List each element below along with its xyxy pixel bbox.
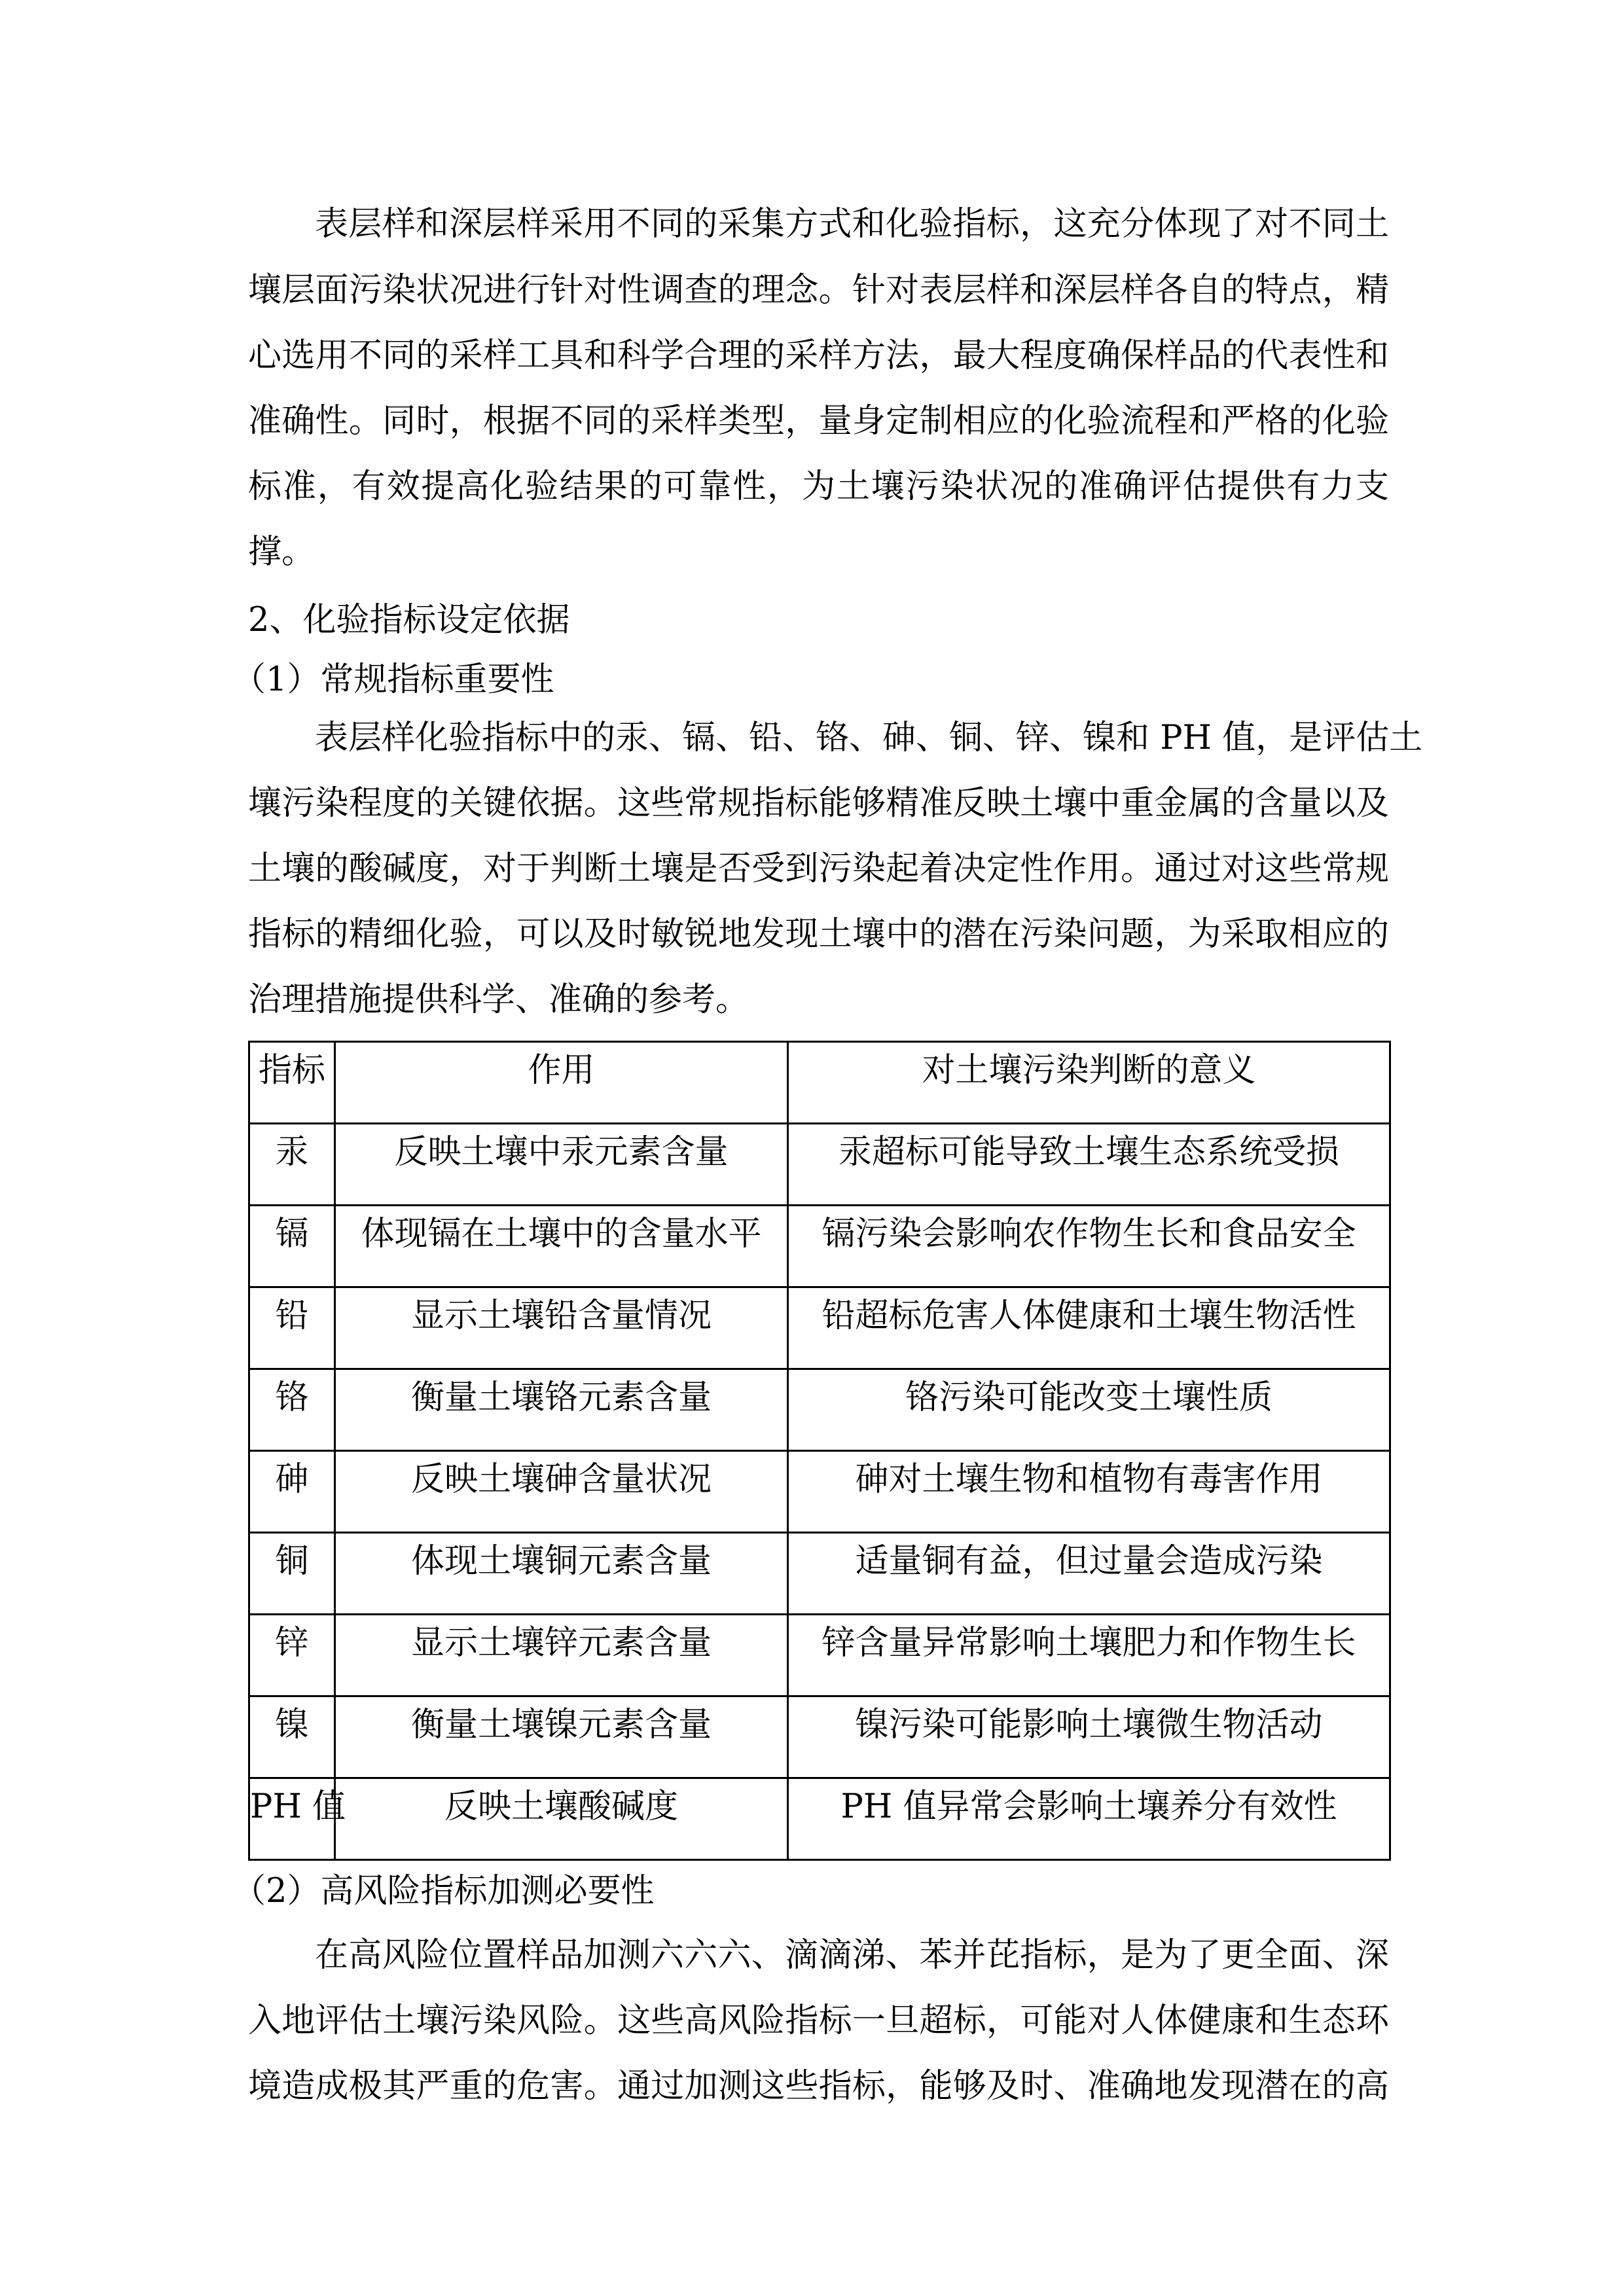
cell-significance: 铅超标危害人体健康和土壤生物活性 xyxy=(788,1287,1390,1369)
cell-function: 显示土壤锌元素含量 xyxy=(335,1615,788,1696)
cell-significance: 汞超标可能导致土壤生态系统受损 xyxy=(788,1124,1390,1206)
text-line: 标准，有效提高化验结果的可靠性，为土壤污染状况的准确评估提供有力支 xyxy=(248,467,1389,506)
text-line: 壤层面污染状况进行针对性调查的理念。针对表层样和深层样各自的特点，精 xyxy=(248,271,1389,310)
cell-function: 体现土壤铜元素含量 xyxy=(335,1533,788,1615)
paragraph-high-risk-indicators xyxy=(0,1935,1624,2107)
table-row xyxy=(249,1369,1390,1451)
cell-indicator: 镉 xyxy=(249,1206,335,1287)
table-row xyxy=(249,1206,1390,1287)
cell-indicator: 镍 xyxy=(249,1696,335,1778)
cell-indicator: 铜 xyxy=(249,1533,335,1615)
cell-function: 反映土壤砷含量状况 xyxy=(335,1451,788,1533)
cell-indicator: 砷 xyxy=(249,1451,335,1533)
table-row xyxy=(249,1696,1390,1778)
cell-function: 衡量土壤铬元素含量 xyxy=(335,1369,788,1451)
text-line: 入地评估土壤污染风险。这些高风险指标一旦超标，可能对人体健康和生态环 xyxy=(248,2001,1389,2040)
cell-function: 反映土壤中汞元素含量 xyxy=(335,1124,788,1206)
text-line: 壤污染程度的关键依据。这些常规指标能够精准反映土壤中重金属的含量以及 xyxy=(248,784,1389,823)
cell-significance: PH 值异常会影响土壤养分有效性 xyxy=(788,1778,1390,1860)
cell-function: 体现镉在土壤中的含量水平 xyxy=(335,1206,788,1287)
cell-significance: 镉污染会影响农作物生长和食品安全 xyxy=(788,1206,1390,1287)
header-significance: 对土壤污染判断的意义 xyxy=(788,1042,1390,1124)
cell-indicator: 汞 xyxy=(249,1124,335,1206)
cell-indicator: PH 值 xyxy=(249,1778,335,1860)
text-line: 土壤的酸碱度，对于判断土壤是否受到污染起着决定性作用。通过对这些常规 xyxy=(248,850,1389,888)
text-line: 准确性。同时，根据不同的采样类型，量身定制相应的化验流程和严格的化验 xyxy=(248,402,1389,440)
cell-significance: 锌含量异常影响土壤肥力和作物生长 xyxy=(788,1615,1390,1696)
table-row xyxy=(249,1451,1390,1533)
text-line: 指标的精细化验，可以及时敏锐地发现土壤中的潜在污染问题，为采取相应的 xyxy=(248,915,1389,954)
cell-function: 反映土壤酸碱度 xyxy=(335,1778,788,1860)
text-line: 表层样和深层样采用不同的采集方式和化验指标，这充分体现了对不同土 xyxy=(315,205,1389,243)
text-line: 撑。 xyxy=(248,533,316,571)
cell-significance: 适量铜有益，但过量会造成污染 xyxy=(788,1533,1390,1615)
section-heading: 2、化验指标设定依据 xyxy=(248,601,570,639)
cell-indicator: 锌 xyxy=(249,1615,335,1696)
cell-significance: 砷对土壤生物和植物有毒害作用 xyxy=(788,1451,1390,1533)
text-line: 在高风险位置样品加测六六六、滴滴涕、苯并芘指标，是为了更全面、深 xyxy=(315,1936,1389,1975)
table-row xyxy=(249,1287,1390,1369)
table-row xyxy=(249,1778,1390,1860)
cell-indicator: 铅 xyxy=(249,1287,335,1369)
cell-function: 衡量土壤镍元素含量 xyxy=(335,1696,788,1778)
subsection-heading: （2）高风险指标加测必要性 xyxy=(232,1872,655,1910)
table-row xyxy=(249,1615,1390,1696)
text-line: 心选用不同的采样工具和科学合理的采样方法，最大程度确保样品的代表性和 xyxy=(248,336,1389,375)
table-row xyxy=(249,1124,1390,1206)
header-function: 作用 xyxy=(335,1042,788,1124)
cell-indicator: 铬 xyxy=(249,1369,335,1451)
indicator-table xyxy=(248,1041,1391,1861)
text-line: 治理措施提供科学、准确的参考。 xyxy=(248,980,749,1019)
cell-significance: 镍污染可能影响土壤微生物活动 xyxy=(788,1696,1390,1778)
text-line: 境造成极其严重的危害。通过加测这些指标，能够及时、准确地发现潜在的高 xyxy=(248,2067,1389,2106)
cell-significance: 铬污染可能改变土壤性质 xyxy=(788,1369,1390,1451)
cell-function: 显示土壤铅含量情况 xyxy=(335,1287,788,1369)
header-indicator: 指标 xyxy=(249,1042,335,1124)
lower-section xyxy=(0,1041,1624,2107)
table-row xyxy=(249,1533,1390,1615)
table-header-row xyxy=(249,1042,1390,1124)
text-line: 表层样化验指标中的汞、镉、铅、铬、砷、铜、锌、镍和 PH 值，是评估土 xyxy=(315,719,1423,757)
subsection-heading: （1）常规指标重要性 xyxy=(232,660,554,699)
